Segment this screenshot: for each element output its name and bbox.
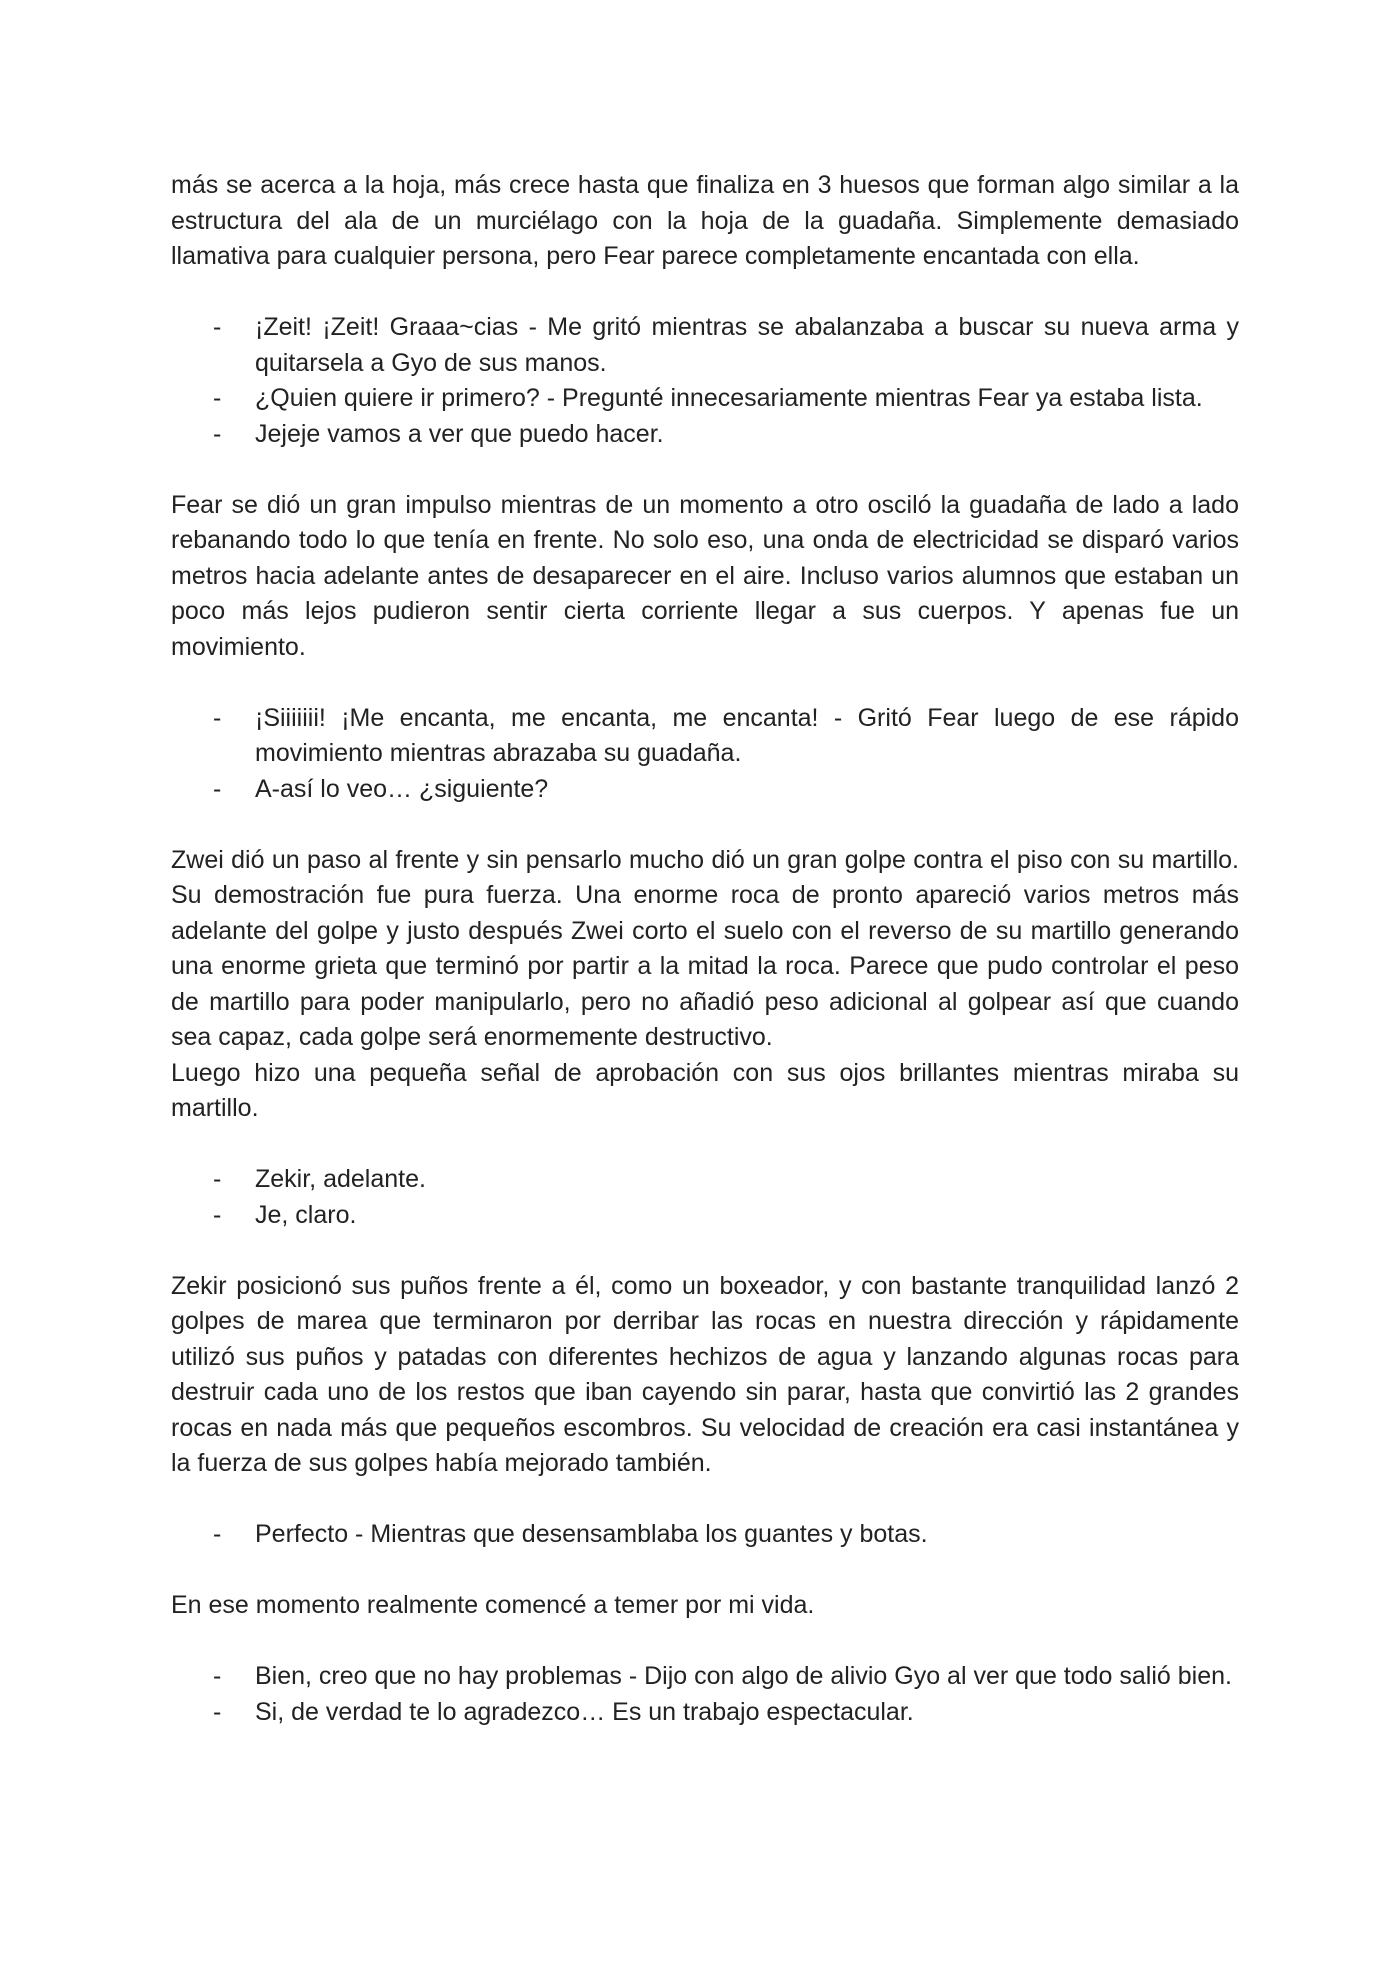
dialogue-line <box>171 772 1239 808</box>
paragraph-3: Zwei dió un paso al frente y sin pensarlo mucho dió un gran golpe contra el piso con su martillo. Su demostración fue pura fuerza. Una enorme roca de pronto apareció varios metros más adelante del golpe y justo después Zwei corto el suelo con el reverso de su martillo generando una enorme grieta que terminó por partir a la mitad la roca. Parece que pudo controlar el peso de martillo para poder manipularlo, pero no añadió peso adicional al golpear así que cuando sea capaz, cada golpe será enormemente destructivo. <box>171 845 1239 1051</box>
dialogue-line <box>171 1162 1239 1198</box>
dialogue-text: ¡Zeit! ¡Zeit! Graaa~cias - Me gritó mientras se abalanzaba a buscar su nueva arma y quitarsela a Gyo de sus manos. <box>255 313 1239 377</box>
dialogue-dash: - <box>213 1200 222 1229</box>
dialogue-dash: - <box>213 703 222 732</box>
dialogue-list-3 <box>171 1162 1239 1233</box>
dialogue-list-2 <box>171 701 1239 808</box>
paragraph-2: Fear se dió un gran impulso mientras de un momento a otro osciló la guadaña de lado a lado rebanando todo lo que tenía en frente. No solo eso, una onda de electricidad se disparó varios metros hacia adelante antes de desaparecer en el aire. Incluso varios alumnos que estaban un poco más lejos pudieron sentir cierta corriente llegar a sus cuerpos. Y apenas fue un movimiento. <box>171 490 1239 661</box>
dialogue-list-4 <box>171 1517 1239 1553</box>
dialogue-text: Perfecto - Mientras que desensamblaba los guantes y botas. <box>255 1520 928 1548</box>
dialogue-line <box>171 381 1239 417</box>
dialogue-text: A-así lo veo… ¿siguiente? <box>255 774 549 803</box>
dialogue-dash: - <box>213 774 222 803</box>
dialogue-line <box>171 1517 1239 1553</box>
dialogue-line <box>171 1695 1239 1731</box>
dialogue-text: ¡Siiiiiii! ¡Me encanta, me encanta, me encanta! - Gritó Fear luego de ese rápido movimiento mientras abrazaba su guadaña. <box>255 703 1239 767</box>
dialogue-dash: - <box>213 1662 222 1690</box>
dialogue-line <box>171 701 1239 772</box>
dialogue-text: Je, claro. <box>255 1200 357 1229</box>
dialogue-dash: - <box>213 384 222 412</box>
dialogue-text: Si, de verdad te lo agradezco… Es un trabajo espectacular. <box>255 1697 914 1726</box>
dialogue-dash: - <box>213 419 222 448</box>
dialogue-line <box>171 1198 1239 1234</box>
dialogue-list-1 <box>171 310 1239 452</box>
dialogue-line <box>171 310 1239 381</box>
paragraph-5: Zekir posicionó sus puños frente a él, como un boxeador, y con bastante tranquilidad lanzó 2 golpes de marea que terminaron por derribar las rocas en nuestra dirección y rápidamente utilizó sus puños y patadas con diferentes hechizos de agua y lanzando algunas rocas para destruir cada uno de los restos que iban cayendo sin parar, hasta que convirtió las 2 grandes rocas en nada más que pequeños escombros. Su velocidad de creación era casi instantánea y la fuerza de sus golpes había mejorado también. <box>171 1271 1239 1477</box>
dialogue-list-5 <box>171 1659 1239 1730</box>
document-body <box>171 168 1239 1766</box>
dialogue-line <box>171 1659 1239 1695</box>
dialogue-dash: - <box>213 1165 222 1193</box>
dialogue-text: Zekir, adelante. <box>255 1165 426 1193</box>
dialogue-text: Jejeje vamos a ver que puedo hacer. <box>255 419 664 448</box>
dialogue-text: ¿Quien quiere ir primero? - Pregunté innecesariamente mientras Fear ya estaba lista. <box>255 384 1203 412</box>
paragraph-6: En ese momento realmente comencé a temer por mi vida. <box>171 1591 815 1619</box>
dialogue-dash: - <box>213 313 222 341</box>
dialogue-text: Bien, creo que no hay problemas - Dijo con algo de alivio Gyo al ver que todo salió bien. <box>255 1662 1232 1690</box>
dialogue-dash: - <box>213 1520 222 1548</box>
paragraph-4: Luego hizo una pequeña señal de aprobación con sus ojos brillantes mientras miraba su martillo. <box>171 1058 1239 1122</box>
dialogue-line <box>171 417 1239 453</box>
dialogue-dash: - <box>213 1697 222 1726</box>
paragraph-1: más se acerca a la hoja, más crece hasta que finaliza en 3 huesos que forman algo similar a la estructura del ala de un murciélago con la hoja de la guadaña. Simplemente demasiado llamativa para cualquier persona, pero Fear parece completamente encantada con ella. <box>171 171 1239 270</box>
